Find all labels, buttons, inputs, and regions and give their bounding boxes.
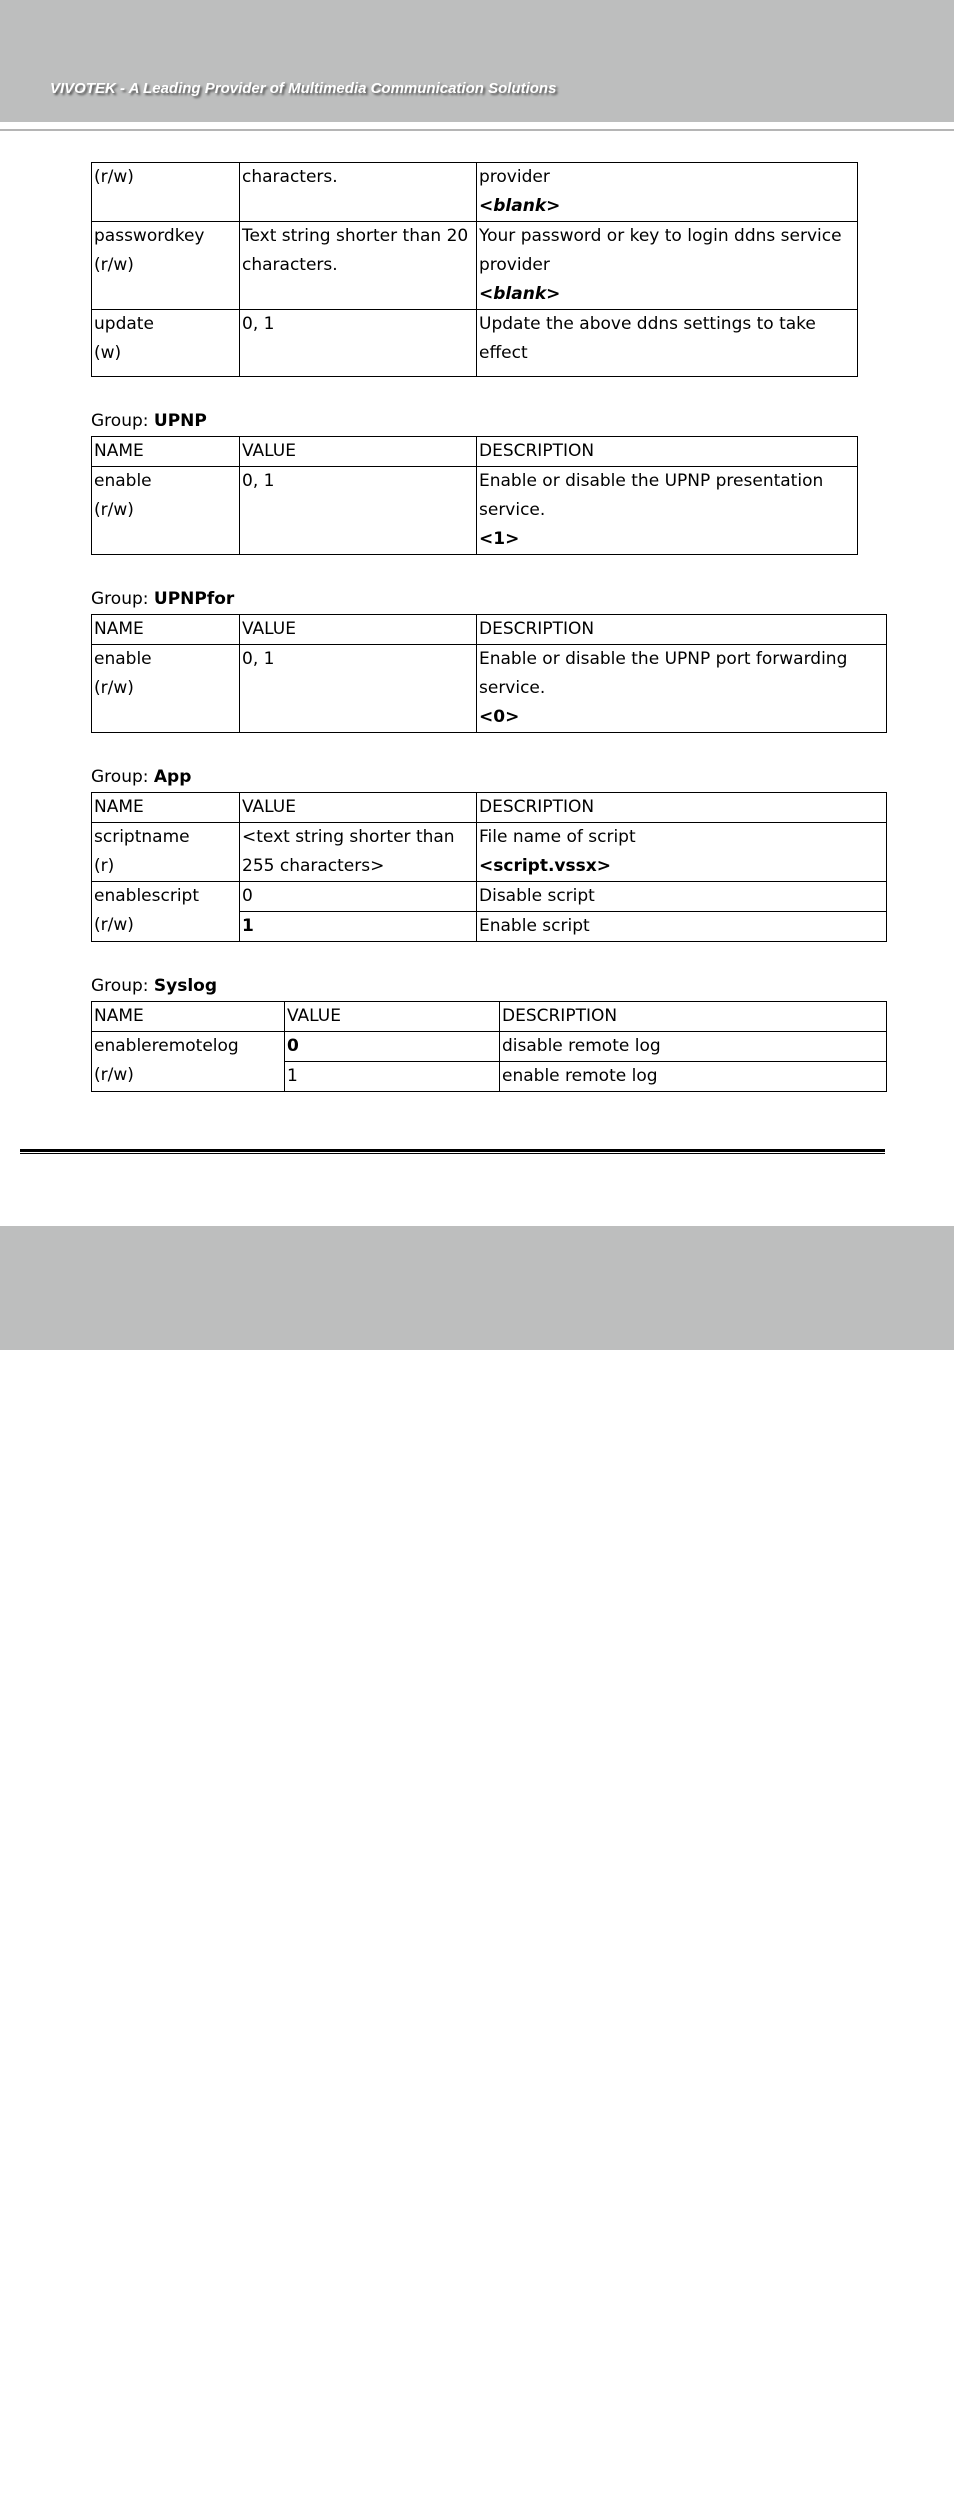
group-title-upnpfor <box>91 584 891 614</box>
param-default: <blank> <box>479 196 561 216</box>
param-value: 0, 1 <box>242 649 275 669</box>
ddns-table <box>91 162 858 377</box>
column-header-value: VALUE <box>240 615 477 645</box>
param-value: <text string shorter than <box>242 827 455 847</box>
column-header-description: DESCRIPTION <box>477 437 858 467</box>
param-name-cell <box>92 163 240 222</box>
param-name: enablescript <box>94 886 199 906</box>
param-value: characters. <box>242 167 338 187</box>
column-header-description: DESCRIPTION <box>500 1002 887 1032</box>
column-header-name: NAME <box>92 793 240 823</box>
param-name-cell <box>92 1032 285 1092</box>
param-desc: service. <box>479 678 546 698</box>
param-access: (w) <box>94 343 122 363</box>
param-access: (r) <box>94 856 115 876</box>
param-value-cell: 1 <box>240 912 477 942</box>
table-row <box>92 823 887 882</box>
upnp-table <box>91 436 858 555</box>
group-label: Group: <box>91 411 149 431</box>
param-value: Text string shorter than 20 <box>242 226 469 246</box>
param-desc: provider <box>479 167 550 187</box>
param-desc-cell <box>477 310 858 377</box>
param-value: 0, 1 <box>242 314 275 334</box>
group-name: App <box>153 767 192 787</box>
param-desc-cell: enable remote log <box>500 1062 887 1092</box>
column-header-name: NAME <box>92 437 240 467</box>
table-row <box>92 163 858 222</box>
param-name: enable <box>94 649 152 669</box>
param-default: <script.vssx> <box>479 856 611 876</box>
page-content <box>91 162 891 1092</box>
syslog-table <box>91 1001 887 1092</box>
param-name-cell <box>92 823 240 882</box>
param-name: scriptname <box>94 827 190 847</box>
param-name: passwordkey <box>94 226 205 246</box>
param-value: characters. <box>242 255 338 275</box>
group-name: Syslog <box>153 976 218 996</box>
param-desc-cell <box>477 645 887 733</box>
param-value-cell <box>240 645 477 733</box>
param-desc-cell: Disable script <box>477 882 887 912</box>
param-desc-cell <box>477 823 887 882</box>
param-desc-cell <box>477 163 858 222</box>
param-desc: effect <box>479 343 528 363</box>
param-desc: provider <box>479 255 550 275</box>
param-desc: Enable or disable the UPNP presentation <box>479 471 824 491</box>
param-desc: File name of script <box>479 827 636 847</box>
param-desc: Update the above ddns settings to take <box>479 314 816 334</box>
header-divider <box>0 129 954 131</box>
app-table <box>91 792 887 942</box>
param-name-cell <box>92 222 240 310</box>
upnpfor-table <box>91 614 887 733</box>
param-default: <1> <box>479 529 520 549</box>
param-value-cell <box>240 823 477 882</box>
param-access: (r/w) <box>94 255 134 275</box>
table-row <box>92 467 858 555</box>
param-value: 0, 1 <box>242 471 275 491</box>
table-row <box>92 645 887 733</box>
column-header-description: DESCRIPTION <box>477 793 887 823</box>
param-value-cell <box>240 467 477 555</box>
param-value-cell <box>240 163 477 222</box>
column-header-name: NAME <box>92 615 240 645</box>
param-value-cell: 0 <box>240 882 477 912</box>
column-header-description: DESCRIPTION <box>477 615 887 645</box>
table-header-row <box>92 1002 887 1032</box>
group-title-upnp <box>91 406 891 436</box>
table-header-row <box>92 615 887 645</box>
header-band <box>0 0 954 122</box>
param-name: update <box>94 314 154 334</box>
param-default: <blank> <box>479 284 561 304</box>
param-name: enableremotelog <box>94 1036 239 1056</box>
group-label: Group: <box>91 976 149 996</box>
group-title-syslog <box>91 971 891 1001</box>
group-name: UPNPfor <box>153 589 235 609</box>
param-desc-cell: disable remote log <box>500 1032 887 1062</box>
group-label: Group: <box>91 589 149 609</box>
table-row <box>92 310 858 377</box>
table-header-row <box>92 793 887 823</box>
param-desc-cell: Enable script <box>477 912 887 942</box>
param-desc: Enable or disable the UPNP port forwarding <box>479 649 848 669</box>
column-header-value: VALUE <box>240 437 477 467</box>
param-value: 255 characters> <box>242 856 385 876</box>
group-label: Group: <box>91 767 149 787</box>
param-desc-cell <box>477 222 858 310</box>
param-name: (r/w) <box>94 167 134 187</box>
column-header-name: NAME <box>92 1002 285 1032</box>
column-header-value: VALUE <box>285 1002 500 1032</box>
param-value-cell <box>240 222 477 310</box>
param-name-cell <box>92 645 240 733</box>
param-desc-cell <box>477 467 858 555</box>
page-number: 63 - User's Manual <box>51 2487 202 2507</box>
table-row <box>92 222 858 310</box>
param-name-cell <box>92 467 240 555</box>
footer-divider <box>20 1149 885 1154</box>
param-value-cell: 1 <box>285 1062 500 1092</box>
param-name-cell <box>92 882 240 942</box>
param-desc: Your password or key to login ddns service <box>479 226 842 246</box>
param-name: enable <box>94 471 152 491</box>
param-access: (r/w) <box>94 678 134 698</box>
param-value-cell: 0 <box>285 1032 500 1062</box>
param-name-cell <box>92 310 240 377</box>
header-title: VIVOTEK - A Leading Provider of Multimedia Communication Solutions <box>50 80 557 97</box>
table-row <box>92 882 887 912</box>
group-title-app <box>91 762 891 792</box>
column-header-value: VALUE <box>240 793 477 823</box>
table-header-row <box>92 437 858 467</box>
param-value-cell <box>240 310 477 377</box>
param-access: (r/w) <box>94 1065 134 1085</box>
param-access: (r/w) <box>94 915 134 935</box>
footer-band <box>0 1226 954 2507</box>
param-desc: service. <box>479 500 546 520</box>
param-default: <0> <box>479 707 520 727</box>
param-access: (r/w) <box>94 500 134 520</box>
group-name: UPNP <box>153 411 207 431</box>
table-row <box>92 1032 887 1062</box>
